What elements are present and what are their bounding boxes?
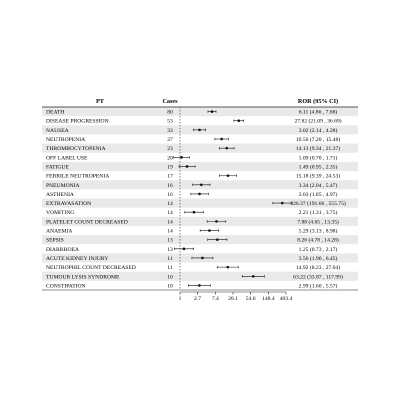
row-ror-ci: 8.26 (4.78 , 14.28) [297, 237, 339, 244]
row-ror-ci: 1.25 (0.73 , 2.17) [298, 246, 338, 253]
x-tick-label: 20.1 [228, 296, 238, 302]
row-ror-ci: 1.49 (0.95 , 2.35) [298, 164, 338, 171]
row-cases: 80 [167, 109, 173, 116]
ror-point [211, 110, 214, 113]
row-cases: 13 [167, 246, 173, 253]
row-ror-ci: 63.22 (33.87 , 117.99) [293, 274, 343, 281]
row-pt-label: TUMOUR LYSIS SYNDROME [46, 274, 120, 281]
ror-point [193, 211, 196, 214]
ror-point [200, 183, 203, 186]
row-ror-ci: 10.56 (7.20 , 15.48) [295, 137, 341, 144]
row-ror-ci: 2.99 (1.60 , 5.57) [298, 283, 338, 290]
row-cases: 10 [167, 283, 173, 290]
ror-point [208, 229, 211, 232]
row-ror-ci: 27.82 (21.09 , 36.69) [294, 118, 342, 125]
row-pt-label: ACUTE KIDNEY INJURY [46, 255, 109, 262]
row-ror-ci: 5.29 (3.13 , 8.98) [298, 228, 338, 235]
row-pt-label: VOMITING [46, 210, 75, 217]
x-axis-ticks [179, 292, 293, 302]
row-pt-label: DEATH [46, 109, 65, 116]
row-cases: 33 [167, 127, 173, 134]
row-pt-label: SEPSIS [46, 237, 64, 244]
row-pt-label: FEBRILE NEUTROPENIA [46, 173, 110, 180]
row-ror-ci: 14.92 (8.23 , 27.04) [295, 265, 341, 272]
row-pt-label: ASTHENIA [46, 191, 74, 198]
ror-point [252, 275, 255, 278]
row-cases: 14 [167, 201, 173, 208]
ror-point [201, 257, 204, 260]
row-ror-ci: 326.37 (191.66 , 555.75) [290, 201, 346, 208]
row-pt-label: DIARRHOEA [46, 246, 79, 253]
row-cases: 14 [167, 228, 173, 235]
ror-point [220, 138, 223, 141]
ror-point [198, 193, 201, 196]
ror-point [227, 174, 230, 177]
row-ror-ci: 2.21 (1.31 , 3.75) [298, 210, 338, 217]
row-ror-ci: 14.13 (9.34 , 21.37) [295, 146, 341, 153]
row-pt-label: DISEASE PROGRESSION [46, 118, 109, 125]
row-cases: 16 [167, 182, 173, 189]
row-cases: 14 [167, 219, 173, 226]
row-cases: 11 [167, 265, 173, 272]
ror-point [237, 119, 240, 122]
row-ror-ci: 3.03 (1.85 , 4.97) [298, 191, 338, 198]
row-pt-label: EXTRAVASATION [46, 201, 92, 208]
row-cases: 16 [167, 191, 173, 198]
x-tick-label: 7.4 [211, 296, 219, 302]
row-pt-label: CONSTIPATION [46, 283, 86, 290]
row-cases: 53 [167, 118, 173, 125]
row-ror-ci: 3.02 (2.14 , 4.28) [298, 127, 338, 134]
row-ror-ci: 7.88 (4.65 , 13.35) [297, 219, 339, 226]
row-cases: 23 [167, 146, 173, 153]
x-tick-label: 54.6 [245, 296, 256, 302]
row-cases: 10 [167, 274, 173, 281]
ror-point [216, 238, 219, 241]
ror-point [198, 284, 201, 287]
row-pt-label: PNEUMONIA [46, 182, 80, 189]
row-cases: 11 [167, 255, 173, 262]
row-pt-label: THROMBOCYTOPENIA [46, 146, 106, 153]
ror-point [281, 202, 284, 205]
ror-point [215, 220, 218, 223]
ror-point [226, 266, 229, 269]
row-pt-label: ANAEMIA [46, 228, 73, 235]
row-ror-ci: 1.09 (0.70 , 1.71) [298, 155, 338, 162]
row-cases: 27 [167, 137, 173, 144]
row-ror-ci: 3.34 (2.04 , 5.47) [298, 182, 338, 189]
ror-point [180, 156, 183, 159]
ror-point [198, 129, 201, 132]
x-tick-label: 148.4 [262, 296, 275, 302]
row-cases: 14 [167, 210, 173, 217]
row-ror-ci: 6.11 (4.86 , 7.68) [298, 109, 338, 116]
row-cases: 13 [167, 237, 173, 244]
row-ror-ci: 3.56 (1.96 , 6.45) [298, 255, 338, 262]
x-tick-label: 1 [178, 296, 182, 302]
row-ror-ci: 15.18 (9.39 , 24.53) [295, 173, 341, 180]
row-cases: 20 [167, 155, 173, 162]
row-pt-label: PLATELET COUNT DECREASED [46, 219, 128, 226]
header-cases: Cases [162, 98, 178, 105]
ror-point [183, 248, 186, 251]
x-tick-label: 2.7 [194, 296, 202, 302]
row-pt-label: NEUTROPENIA [46, 137, 86, 144]
row-pt-label: FATIGUE [46, 164, 69, 171]
row-pt-label: OFF LABEL USE [46, 155, 88, 162]
row-cases: 17 [167, 173, 173, 180]
ror-point [225, 147, 228, 150]
row-cases: 19 [167, 164, 173, 171]
x-tick-label: 403.4 [279, 296, 293, 302]
row-pt-label: NAUSEA [46, 127, 69, 134]
header-ror: ROR (95% CI) [297, 98, 339, 105]
row-pt-label: NEUTROPHIL COUNT DECREASED [46, 265, 136, 272]
ror-point [186, 165, 189, 168]
header-pt: PT [96, 98, 104, 105]
